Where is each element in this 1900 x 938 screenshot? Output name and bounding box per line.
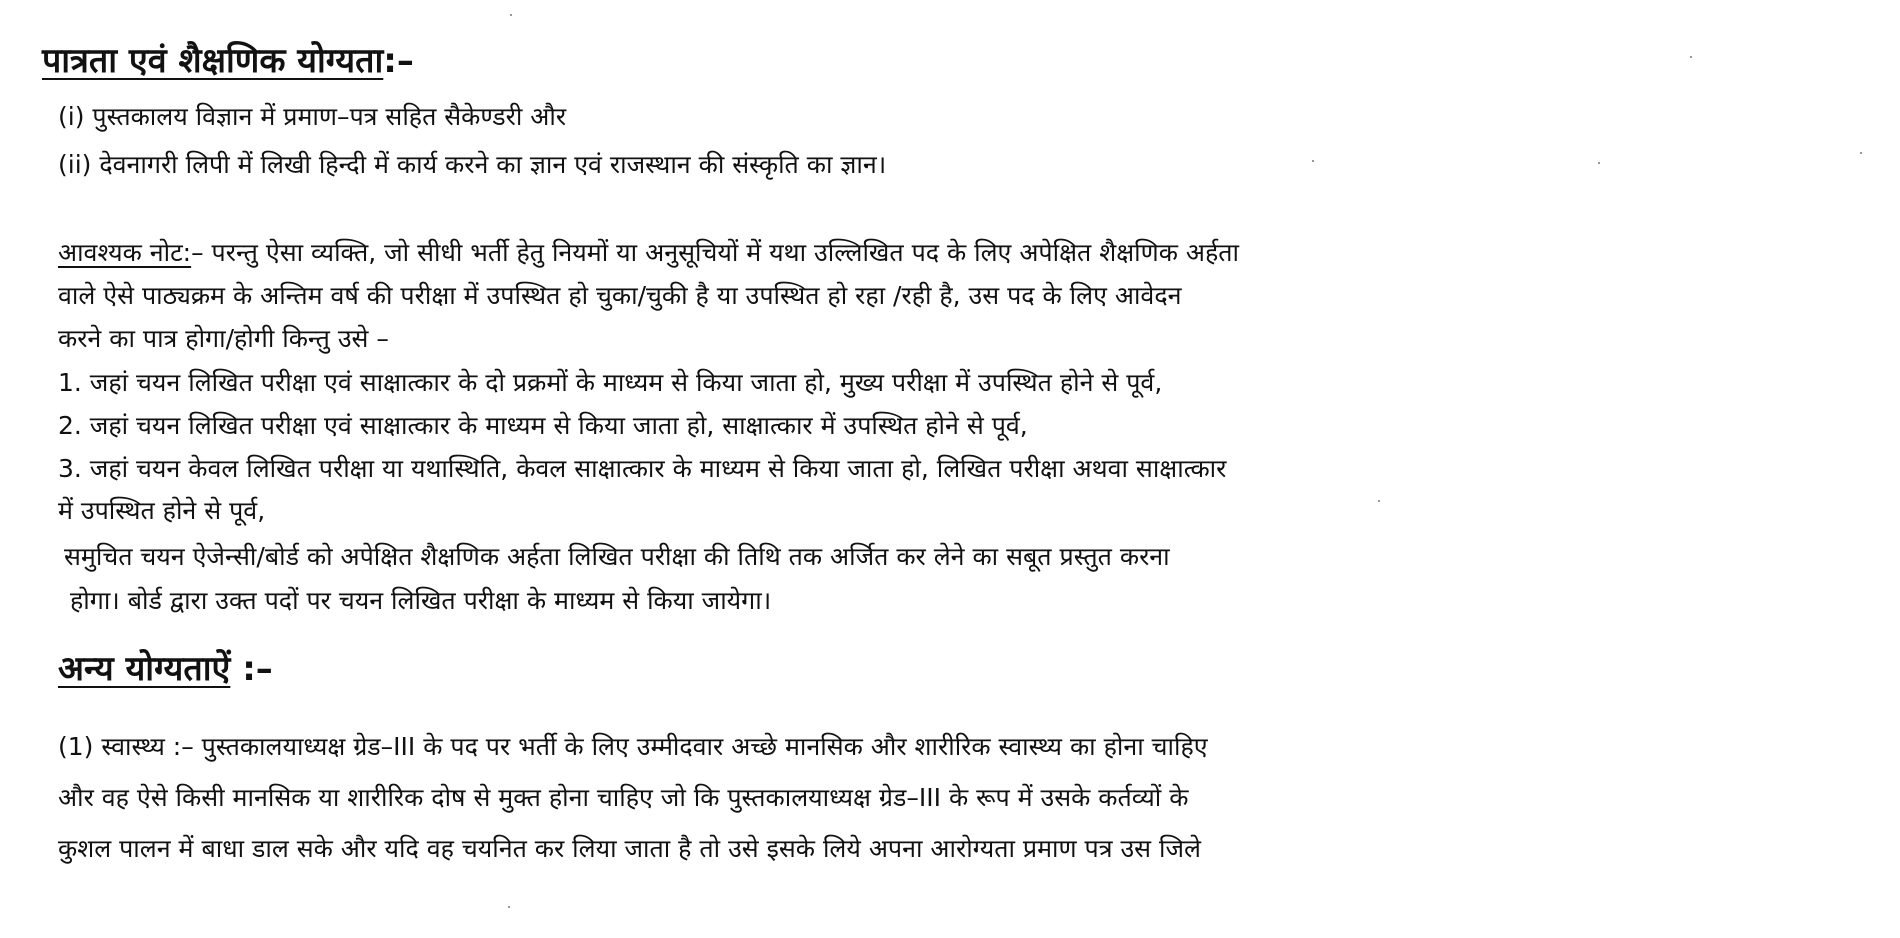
note-line-1-rest: – परन्तु ऐसा व्यक्ति, जो सीधी भर्ती हेतु नियमों या अनुसूचियों में यथा उल्लिखित पद के लिए अपेक्षित शैक्षणिक अर्हता [191, 238, 1239, 267]
note-label: आवश्यक नोट: [58, 238, 192, 267]
note-line-2: वाले ऐसे पाठ्यक्रम के अन्तिम वर्ष की परीक्षा में उपस्थित हो चुका/चुकी है या उपस्थित हो रहा /रही है, उस पद के लिए आवेदन [58, 281, 1182, 310]
note-point-2: 2. जहां चयन लिखित परीक्षा एवं साक्षात्कार के माध्यम से किया जाता हो, साक्षात्कार में उपस्थित होने से पूर्व, [58, 411, 1028, 440]
scan-speck [1378, 500, 1380, 502]
scan-speck [508, 906, 510, 908]
heading-other-text: अन्य योग्यताऐं [58, 649, 231, 689]
heading-eligibility-suffix: :– [383, 41, 414, 81]
section-heading-other-qualifications [58, 649, 273, 689]
scan-speck [1690, 56, 1692, 58]
scan-speck [1312, 160, 1314, 162]
note-closing-line-1: समुचित चयन ऐजेन्सी/बोर्ड को अपेक्षित शैक्षणिक अर्हता लिखित परीक्षा की तिथि तक अर्जित कर लेने का सबूत प्रस्तुत करना [64, 542, 1170, 571]
scan-speck [1860, 152, 1862, 154]
note-line-3: करने का पात्र होगा/होगी किन्तु उसे – [58, 324, 389, 353]
note-point-3-line-2: में उपस्थित होने से पूर्व, [58, 496, 266, 525]
health-para-line-3: कुशल पालन में बाधा डाल सके और यदि वह चयनित कर लिया जाता है तो उसे इसके लिये अपना आरोग्यता प्रमाण पत्र उस जिले [58, 834, 1202, 863]
scan-speck [510, 14, 512, 16]
note-point-1: 1. जहां चयन लिखित परीक्षा एवं साक्षात्कार के दो प्रक्रमों के माध्यम से किया जाता हो, मुख्य परीक्षा में उपस्थित होने से पूर्व, [58, 368, 1163, 397]
section-heading-eligibility [42, 41, 414, 81]
scan-speck [1598, 162, 1600, 164]
heading-other-suffix: :– [230, 649, 273, 689]
health-para-line-2: और वह ऐसे किसी मानसिक या शारीरिक दोष से मुक्त होना चाहिए जो कि पुस्तकालयाध्यक्ष ग्रेड–III के रूप में उसके कर्तव्यों के [58, 783, 1189, 812]
eligibility-item-2: (ii) देवनागरी लिपी में लिखी हिन्दी में कार्य करने का ज्ञान एवं राजस्थान की संस्कृति का ज्ञान। [58, 150, 887, 179]
health-para-line-1: (1) स्वास्थ्य :– पुस्तकालयाध्यक्ष ग्रेड–III के पद पर भर्ती के लिए उम्मीदवार अच्छे मानसिक और शारीरिक स्वास्थ्य का होना चाहिए [58, 732, 1208, 761]
note-closing-line-2: होगा। बोर्ड द्वारा उक्त पदों पर चयन लिखित परीक्षा के माध्यम से किया जायेगा। [70, 586, 772, 615]
heading-eligibility-text: पात्रता एवं शैक्षणिक योग्यता [42, 41, 384, 81]
eligibility-item-1: (i) पुस्तकालय विज्ञान में प्रमाण–पत्र सहित सैकेण्डरी और [58, 102, 567, 131]
note-line-1 [58, 240, 1239, 265]
note-point-3-line-1: 3. जहां चयन केवल लिखित परीक्षा या यथास्थिति, केवल साक्षात्कार के माध्यम से किया जाता हो, लिखित परीक्षा अथवा साक्षात्कार [58, 454, 1227, 483]
